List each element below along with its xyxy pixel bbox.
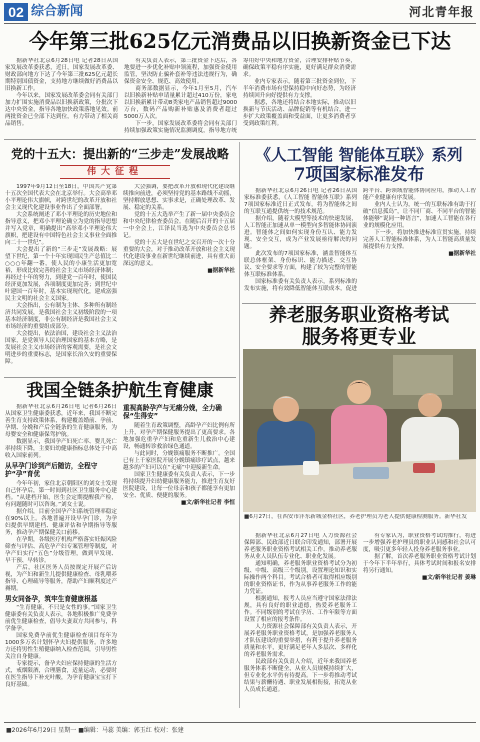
paragraph: 专家提示，备孕夫妇应保持健康的生活方式，戒烟限酒，合理膳食，适量运动，必要时在医生指导下补充叶酸，为孕育健康宝宝打下良好基础。 bbox=[5, 661, 117, 689]
paragraph: 民政部有关负责人介绍，近年来我国养老服务体系不断健全，从业人员规模持续扩大，但专业化水平仍有待提高。下一步将推动考试结果与薪酬待遇、职业发展相衔接，拓宽从业人员成长通道。 bbox=[244, 659, 357, 693]
elderly-byline: ■文/新华社记者 姜琳 bbox=[421, 575, 476, 581]
main-article-divider bbox=[4, 139, 476, 140]
paragraph: 下一步，将加快推进标准宣贯实施，持续完善人工智能标准体系，为人工智能高质量发展提供有力支撑。 bbox=[363, 230, 476, 250]
paragraph: 据悉，各地还将结合本地实际，推动以旧换新与节庆活动、品牌促销等有机结合，进一步扩大政策覆盖面和受益面，让更多消费者享受到政策红利。 bbox=[243, 100, 356, 127]
section-title: 综合新闻 bbox=[31, 4, 84, 19]
paragraph: “生育健康，不只是女性的事。”国家卫生健康委有关负责人表示，各地积极推广免费孕前优生健康检查，倡导夫妻双方共同参与，科学备孕。 bbox=[5, 605, 117, 633]
health-article-body bbox=[5, 404, 235, 706]
health-byline: ■文/新华社记者 李恒 bbox=[180, 499, 235, 506]
paragraph: 今年以来，国家发展改革委会同有关部门加力扩围实施消费品以旧换新政策，分批次下达中央资金，指导各地加快政策落地见效。前两批资金已全部下达到位，有力带动了相关商品销售。 bbox=[5, 93, 118, 127]
paragraph: 人力资源社会保障部有关负责人表示，开展养老服务职业资格考试，是加强养老服务人才队伍建设的重要举措，有利于提升养老服务质量和水平，更好满足老年人多层次、多样化的养老服务需求。 bbox=[244, 624, 357, 658]
left-section-divider bbox=[4, 377, 236, 378]
paragraph: 商务部数据显示，今年1月至5月，汽车以旧换新补贴申请量累计超过410万份，家电以旧换新累计带动8类家电产品销售超过9000万台，数码产品购新补贴惠及消费者超过5000万人次。 bbox=[124, 86, 237, 120]
header-divider bbox=[4, 23, 476, 24]
paragraph: 在孕期，各级医疗机构严格落实妊娠风险筛查与评估、高危孕产妇专案管理等制度，对孕产妇实行“五色”分级管理，做到早发现、早干预、早转诊。 bbox=[5, 536, 117, 564]
paragraph: 大会提出了新的“三步走”发展战略：展望下世纪，第一个十年实现国民生产总值比二○○○年翻一番，使人民的小康生活更加宽裕，形成比较完善的社会主义市场经济体制；再经过十年的努力，到建党一百年时，使国民经济更加发展，各项制度更加完善；到世纪中叶建国一百年时，基本实现现代化，建成富强民主文明的社会主义国家。 bbox=[5, 247, 117, 302]
paragraph: 数据显示，我国孕产妇死亡率、婴儿死亡率持续下降，主要妇幼健康指标总体处于中高收入国家前列。 bbox=[5, 439, 117, 459]
paragraph: 国家卫生健康委有关负责人表示，下一步将持续提升妇幼健康服务能力，推进生育友好医院建设，让每一位母亲和孩子都能享有更加安全、优质、便捷的服务。 bbox=[123, 471, 235, 499]
paragraph: 大会系统阐述了邓小平理论的历史地位和指导意义，把邓小平理论确立为党的指导思想并写入党章，明确提出“高举邓小平理论伟大旗帜，把建设有中国特色社会主义事业全面推向二十一世纪”。 bbox=[5, 212, 117, 246]
paragraph: 据介绍，目前全国孕产妇系统管理率稳定在90%以上。各地普遍开设早孕门诊，为孕妇提供早期建档、健康评估和孕期指导等服务，推动孕产期保健关口前移。 bbox=[5, 508, 117, 536]
page-number: 02 bbox=[4, 3, 28, 21]
paragraph: 产后，社区医务人员按规定开展产后访视，为产妇和新生儿提供健康检查、母乳喂养指导、心理疏导等服务，帮助产妇顺利度过产褥期。 bbox=[5, 564, 117, 592]
paragraph: 国家免费孕前优生健康检查项目每年为1000多万名计划怀孕夫妇提供服务。许多地方还将男性生殖健康纳入检查范围，引导男性关注自身健康。 bbox=[5, 633, 117, 661]
paragraph: 大会指出，公有制为主体、多种所有制经济共同发展，是我国社会主义初级阶段的一项基本经济制度，非公有制经济是我国社会主义市场经济的重要组成部分。 bbox=[5, 303, 117, 330]
subheading: 男女同备孕，筑牢生育健康根基 bbox=[5, 594, 98, 603]
paragraph: 随着生育政策调整，高龄孕产妇比例有所上升，对孕产期保健服务提出了更高要求。各地加强危重孕产妇和危重新生儿救治中心建设，畅通转诊救治绿色通道。 bbox=[123, 422, 235, 450]
subheading: 从早孕门诊到产后随访，全程守护“孕”育优 bbox=[5, 462, 98, 479]
photo-person-left-head bbox=[273, 396, 299, 422]
elderly-article-body bbox=[244, 533, 476, 706]
ai-headline-line2: 7项国家标准发布 bbox=[293, 165, 425, 185]
history-headline: 党的十五大：提出新的“三步走”发展战略 bbox=[11, 147, 229, 161]
paragraph: 据新华社北京6月28日电 记者28日从国家发展改革委获悉，近日，国家发展改革委、财政部向地方下达了今年第三批625亿元超长期特别国债资金，支持地方继续做好消费品以旧换新工作。 bbox=[5, 58, 118, 92]
masthead-logo: 河北青年报 bbox=[408, 5, 474, 19]
paragraph: 据新华社北京6月26日电 记者26日从国家标准委获悉，《人工智能 智能体互联》系列7项国家标准近日正式发布，将为智能体之间的互联互通提供统一的技术规范。 bbox=[244, 188, 357, 215]
ai-headline-line1: 《人工智能 智能体互联》系列 bbox=[255, 145, 463, 164]
paragraph: 根据通知，报考人员应当遵守国家法律法规，具有良好的职业道德，热爱养老服务工作。不同级别的考试在学历、工作年限等方面设置了相应的报考条件。 bbox=[244, 596, 357, 623]
paragraph: 下一步，国家发展改革委将会同有关部门持续加强政策实施情况监测调度，指导地方统筹用好中央和地方资金，合理安排补贴节奏，确保政策平稳有序实施，更好满足群众消费需求。 bbox=[124, 58, 356, 134]
history-byline: ■据新华社 bbox=[207, 268, 235, 274]
paragraph: 此次发布的7项国家标准，涵盖智能体互联总体框架、身份标识、能力描述、交互协议、安全要求等方面，构建了较为完整的智能体互联标准体系。 bbox=[244, 251, 357, 278]
subheading: 重视高龄孕产与无痛分娩，全力确保“生得安” bbox=[123, 404, 222, 421]
main-article-body bbox=[5, 58, 475, 136]
paragraph: 与此同时，分娩镇痛服务不断推广。全国已有上千家医院开展分娩镇痛诊疗试点，越来越多的产妇可以在“无痛”中迎接新生命。 bbox=[123, 450, 235, 471]
paragraph: 业内人士认为，统一的互联标准有助于打破“信息孤岛”，让不同厂商、不同平台的智能体能够“说同一种语言”，加速人工智能在各行业的规模化应用。 bbox=[363, 202, 476, 229]
elderly-headline-line1: 养老服务职业资格考试 bbox=[269, 305, 449, 326]
page-header bbox=[0, 0, 480, 24]
paragraph: 据新华社北京6月27日电 人力资源社会保障部、民政部近日联合印发通知，部署开展养老服务职业资格考试相关工作，推动养老服务从业人员队伍专业化、职业化发展。 bbox=[244, 533, 357, 560]
paragraph: 据了解，首次养老服务职业资格考试计划于今年下半年举行，具体考试时间和报名安排将另行通知。 bbox=[363, 554, 476, 574]
paragraph: 据新华社北京6月26日电 记者6月26日从国家卫生健康委获悉，近年来，我国不断完善生育支持政策体系，构建覆盖婚前、孕前、孕期、分娩和产后全链条的生育健康服务，为母婴安全和健康保驾护航。 bbox=[5, 404, 117, 438]
column-label: 伟大征程 bbox=[60, 165, 170, 179]
paragraph: 业内专家表示，随着第三批资金到位，下半年消费市场有望保持稳中向好态势，为经济持续回升向好提供有力支撑。 bbox=[243, 79, 356, 99]
main-headline: 今年第三批625亿元消费品以旧换新资金已下达 bbox=[29, 29, 451, 53]
elderly-headline-line2: 服务将更专业 bbox=[301, 326, 416, 348]
paragraph: 1997年9月12日至18日，中国共产党第十五次全国代表大会在北京举行。大会高举邓小平理论伟大旗帜，对跨世纪的改革开放和社会主义现代化建设事业作出了全面部署。 bbox=[5, 184, 117, 211]
health-headline: 我国全链条护航生育健康 bbox=[26, 381, 214, 401]
history-article-body bbox=[5, 184, 235, 374]
footer-info: ■2026年6月29日 星期一 ■编辑：马蕊 美编：郭玉红 校对：张建 bbox=[6, 727, 184, 734]
photo-caption: ■6月27日，在西安市沣东新城金桥社区，养老护理员为老人提供健康检测服务。新华社发 bbox=[244, 514, 467, 520]
paragraph: 大会强调，要把改革开放和现代化建设继续推向前进，必须坚持党的基本路线不动摇，坚持解放思想、实事求是，正确处理改革、发展、稳定的关系。 bbox=[123, 184, 235, 211]
paragraph: 通知明确，养老服务职业资格考试分为初级、中级、高级三个级别，设置理论知识和实际操作两个科目。考试合格者可取得相应级别的职业资格证书，作为从事养老服务工作的能力凭证。 bbox=[244, 561, 357, 595]
paragraph: 大会提出，依法治国，建设社会主义法治国家，是党领导人民治理国家的基本方略，是发展社会主义市场经济的客观需要，是社会文明进步的重要标志，是国家长治久安的重要保障。 bbox=[5, 331, 117, 365]
paragraph: 今年年初，家住北京朝阳区的刘女士发现自己怀孕后，第一时间到社区卫生服务中心建档。“从建档开始，医生会定期提醒我产检，有问题随时可以咨询。”刘女士说。 bbox=[5, 480, 117, 508]
photo-box bbox=[413, 463, 435, 473]
right-section-divider bbox=[242, 303, 476, 304]
paragraph: 据介绍，随着大模型等技术的快速发展，人工智能正加速从单一模型向多智能体协同演进。智能体之间如何实现身份互认、能力发现、安全交互，成为产业发展亟待解决的问题。 bbox=[244, 216, 357, 250]
ai-article-body bbox=[244, 188, 476, 300]
paragraph: 有专家认为，职业资格考试的推行，将进一步增强养老护理员的职业认同感和社会认可度，吸引更多年轻人投身养老服务事业。 bbox=[363, 533, 476, 553]
photo-caregiver-head bbox=[347, 380, 371, 404]
paragraph: 国家标准委有关负责人表示，系列标准的发布实施，将有效降低智能体互联成本，促进跨平台、跨领域智能体协同应用，推动人工智能产业健康有序发展。 bbox=[244, 188, 476, 292]
photo-cup bbox=[303, 461, 319, 475]
paragraph: 党的十五大选举产生了新一届中央委员会和中央纪律检查委员会。在随后召开的十五届一中全会上，江泽民当选为中央委员会总书记。 bbox=[123, 212, 235, 239]
photo-window bbox=[393, 355, 453, 395]
photo-table bbox=[243, 459, 476, 512]
photo-device bbox=[353, 467, 389, 479]
paragraph: 党的十五大是在世纪之交召开的一次十分重要的大会，对于推动改革开放和社会主义现代化建设事业在新世纪继续前进，具有重大而深远的意义。 bbox=[123, 240, 235, 267]
photo-person-right-head bbox=[418, 393, 442, 417]
paragraph: 有关负责人表示，第三批资金下达后，各地要进一步优化补贴申领流程，加强资金使用监管，坚决防止骗补套补等违法违规行为，确保资金安全、规范、高效使用。 bbox=[124, 58, 237, 85]
news-photo bbox=[243, 349, 476, 512]
footer-divider bbox=[4, 722, 476, 723]
column-divider bbox=[239, 142, 240, 708]
ai-byline: ■据新华社 bbox=[448, 251, 476, 257]
